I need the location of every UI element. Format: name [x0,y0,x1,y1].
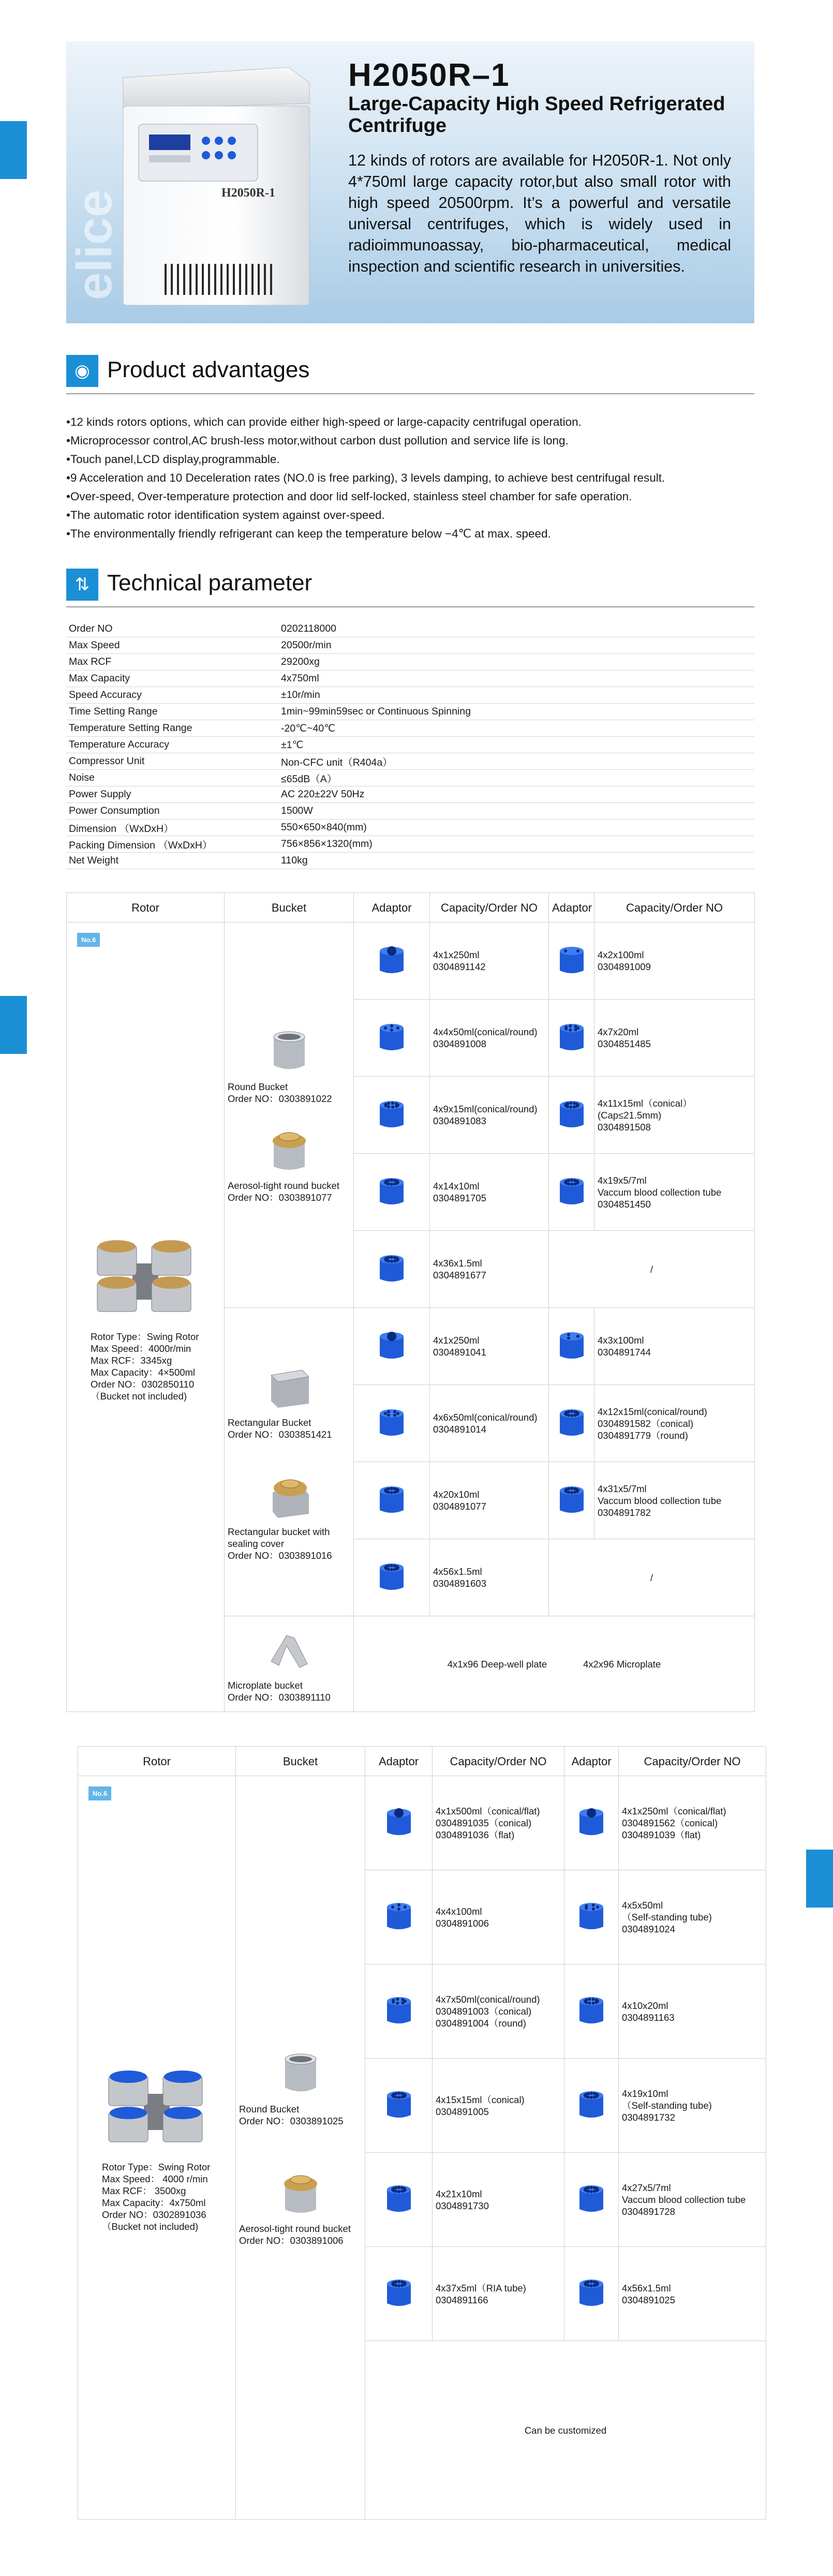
bucket-image [275,2049,326,2098]
rotor-table-2 [78,1746,766,2520]
param-name: Power Supply [66,786,278,803]
param-value: 20500r/min [278,637,754,654]
machine-panel-label: H2050R-1 [221,186,275,200]
adaptor-cell [354,922,430,1000]
param-name: Temperature Setting Range [66,720,278,737]
capacity-cell: 4x3x100ml 0304891744 [594,1308,755,1385]
side-tab-left-1 [0,121,27,179]
adaptor-cell [564,1964,619,2059]
adaptor-icon [374,1173,410,1209]
adaptor-icon [573,2180,609,2216]
param-row [66,786,754,803]
adaptor-cell [365,2059,433,2153]
technical-table [66,621,754,869]
capacity-cell: 4x1x250ml 0304891041 [430,1308,549,1385]
capacity-cell: 4x4x50ml(conical/round) 0304891008 [430,1000,549,1077]
table-row [78,1776,766,1870]
microplate-option: 4x1x96 Deep-well plate [447,1658,547,1670]
adaptor-cell [354,1385,430,1462]
capacity-cell: 4x7x50ml(conical/round) 0304891003（conical) 0304891004（round) [433,1964,564,2059]
adaptor-icon [381,1804,417,1840]
adaptor-cell [354,1077,430,1154]
advantage-item: •Microprocessor control,AC brush-less motor,without carbon dust pollution and service life is long. [66,434,569,447]
customize-note: Can be customized [365,2341,766,2520]
adaptor-cell [365,1964,433,2059]
side-tab-left-2 [0,996,27,1054]
adaptor-icon [554,1327,590,1363]
adaptor-cell [564,2247,619,2341]
adaptor-cell [354,1154,430,1231]
capacity-cell: 4x56x1.5ml 0304891025 [619,2247,766,2341]
adaptor-icon [381,2180,417,2216]
param-row [66,753,754,770]
bucket-label: Aerosol-tight round bucket Order NO：0303891006 [239,2223,351,2246]
advantage-item: •The automatic rotor identification system against over-speed. [66,509,385,522]
advantages-divider [66,393,754,394]
adaptor-icon [381,2274,417,2311]
bucket-image [263,1026,315,1076]
adaptor-cell [354,1462,430,1539]
advantages-title: Product advantages [107,357,310,382]
param-value: AC 220±22V 50Hz [278,786,754,803]
product-subtitle: Large-Capacity High Speed Refrigerated Centrifuge [348,93,725,137]
param-value: 4x750ml [278,671,754,687]
param-row [66,720,754,737]
adaptor-icon [554,1481,590,1517]
advantage-item: •Touch panel,LCD display,programmable. [66,453,280,466]
adaptor-cell [365,2153,433,2247]
bucket-label: Microplate bucket Order NO：0303891110 [228,1679,331,1703]
param-value: Non-CFC unit（R404a） [278,753,754,770]
param-value: -20℃~40℃ [278,720,754,737]
table-row [67,922,755,1000]
param-value: 1min~99min59sec or Continuous Spinning [278,704,754,720]
param-row [66,621,754,637]
rotor-info: Rotor Type：Swing Rotor Max Speed： 4000 r/min Max RCF： 3500xg Max Capacity：4x750ml Order NO：0302891036 （Bucket not included) [102,2162,211,2232]
header-rotor: Rotor [67,893,225,922]
param-name: Net Weight [66,853,278,869]
adaptor-icon [381,1898,417,1934]
adaptor-icon [374,942,410,978]
rotor-table-1 [66,892,755,1712]
param-row [66,637,754,654]
param-name: Dimension （WxDxH） [66,820,278,836]
adaptor-icon [381,1992,417,2028]
bucket-label: Aerosol-tight round bucket Order NO：0303891077 [228,1180,339,1203]
param-value: ±1℃ [278,737,754,753]
header-bucket: Bucket [236,1747,365,1776]
param-value: 29200xg [278,654,754,671]
capacity-cell: 4x7x20ml 0304851485 [594,1000,755,1077]
microplate-option: 4x2x96 Microplate [583,1658,661,1670]
capacity-cell: 4x27x5/7ml Vaccum blood collection tube 0304891728 [619,2153,766,2247]
capacity-cell: 4x37x5ml（RIA tube) 0304891166 [433,2247,564,2341]
param-name: Speed Accuracy [66,687,278,704]
param-name: Time Setting Range [66,704,278,720]
product-model-title: H2050R–1 [348,57,510,93]
bucket-cell [225,922,354,1308]
adaptor-icon [374,1096,410,1132]
param-name: Order NO [66,621,278,637]
adaptor-cell [549,1077,594,1154]
adaptor-cell [549,1154,594,1231]
param-row [66,737,754,753]
capacity-cell: 4x21x10ml 0304891730 [433,2153,564,2247]
header-adaptor: Adaptor [549,893,594,922]
capacity-cell: 4x36x1.5ml 0304891677 [430,1231,549,1308]
header-adaptor: Adaptor [564,1747,619,1776]
advantages-icon: ◉ [66,355,98,387]
param-value: 0202118000 [278,621,754,637]
param-row [66,803,754,820]
hero-banner [66,41,754,323]
advantage-item: •Over-speed, Over-temperature protection and door lid self-locked, stainless steel chamber for safe operation. [66,490,632,503]
header-capacity: Capacity/Order NO [594,893,755,922]
adaptor-icon [374,1481,410,1517]
rotor-cell [78,1776,236,2520]
capacity-cell: 4x10x20ml 0304891163 [619,1964,766,2059]
capacity-cell: 4x20x10ml 0304891077 [430,1462,549,1539]
bucket-cell [225,1616,354,1712]
param-value: 550×650×840(mm) [278,820,754,836]
capacity-cell: 4x5x50ml （Self-standing tube) 0304891024 [619,1870,766,1964]
adaptor-cell [549,922,594,1000]
adaptor-icon [573,2274,609,2311]
capacity-cell: 4x11x15ml（conical） (Cap≤21.5mm) 0304891508 [594,1077,755,1154]
adaptor-cell [564,1870,619,1964]
adaptor-icon [573,1992,609,2028]
header-capacity: Capacity/Order NO [430,893,549,922]
param-name: Max RCF [66,654,278,671]
capacity-cell: 4x14x10ml 0304891705 [430,1154,549,1231]
param-name: Temperature Accuracy [66,737,278,753]
technical-title: Technical parameter [107,570,313,595]
capacity-cell: 4x19x10ml （Self-standing tube) 0304891732 [619,2059,766,2153]
adaptor-icon [374,1558,410,1595]
adaptor-cell [564,1776,619,1870]
technical-icon: ⇅ [66,569,98,601]
bucket-label: Rectangular bucket with sealing cover Order NO：0303891016 [228,1526,332,1561]
adaptor-cell [549,1462,594,1539]
adaptor-cell [564,2153,619,2247]
bucket-label: Rectangular Bucket Order NO：0303851421 [228,1417,332,1440]
adaptor-icon [573,1804,609,1840]
header-capacity: Capacity/Order NO [619,1747,766,1776]
adaptor-icon [554,1173,590,1209]
header-rotor: Rotor [78,1747,236,1776]
param-name: Compressor Unit [66,753,278,770]
param-name: Packing Dimension （WxDxH） [66,836,278,853]
param-row [66,654,754,671]
capacity-cell: 4x6x50ml(conical/round) 0304891014 [430,1385,549,1462]
adaptor-icon [374,1327,410,1363]
rotor-image [88,1232,202,1326]
param-value: ≤65dB（A） [278,770,754,786]
param-value: 1500W [278,803,754,820]
bucket-image [275,2168,326,2217]
param-row [66,820,754,836]
bucket-image [263,1362,315,1411]
rotor-cell [67,922,225,1712]
adaptor-icon [374,1404,410,1440]
adaptor-icon [381,2086,417,2122]
adaptor-cell [549,1308,594,1385]
bucket-cell [236,1776,365,2520]
capacity-cell: 4x4x100ml 0304891006 [433,1870,564,1964]
centrifuge-image [102,47,320,316]
adaptor-icon [554,942,590,978]
adaptor-icon [554,1019,590,1055]
empty-cell: / [549,1231,755,1308]
header-adaptor: Adaptor [354,893,430,922]
param-value: 110kg [278,853,754,869]
adaptor-icon [554,1404,590,1440]
bucket-image [263,1125,315,1174]
header-bucket: Bucket [225,893,354,922]
advantage-item: •12 kinds rotors options, which can provide either high-speed or large-capacity centrifugal operation. [66,415,582,428]
adaptor-cell [354,1308,430,1385]
capacity-cell: 4x1x250ml（conical/flat) 0304891562（conical) 0304891039（flat) [619,1776,766,1870]
capacity-cell: 4x12x15ml(conical/round) 0304891582（conical) 0304891779（round) [594,1385,755,1462]
param-name: Max Speed [66,637,278,654]
header-adaptor: Adaptor [365,1747,433,1776]
capacity-cell: 4x56x1.5ml 0304891603 [430,1539,549,1616]
advantage-item: •The environmentally friendly refrigerant can keep the temperature below −4℃ at max. speed. [66,527,551,540]
advantages-list [66,413,739,543]
microplate-options [354,1616,755,1712]
bucket-image [263,1625,315,1674]
bucket-image [263,1471,315,1521]
bucket-cell [225,1308,354,1616]
param-row [66,836,754,853]
adaptor-icon [573,2086,609,2122]
product-description: 12 kinds of rotors are available for H2050R-1. Not only 4*750ml large capacity rotor,but also small rotor with high speed 20500rpm. It’s a powerful and versatile universal centrifuges, which is widely used in radioimmunoassay, bio-pharmaceutical, medical inspection and scientific research in universities. [348,152,731,275]
hero-watermark: elice [67,189,122,300]
adaptor-cell [354,1539,430,1616]
adaptor-icon [554,1096,590,1132]
bucket-label: Round Bucket Order NO：0303891022 [228,1081,332,1104]
capacity-cell: 4x19x5/7ml Vaccum blood collection tube 0304851450 [594,1154,755,1231]
rotor-badge: No.6 [77,933,100,947]
header-capacity: Capacity/Order NO [433,1747,564,1776]
capacity-cell: 4x1x500ml（conical/flat) 0304891035（conical) 0304891036（flat) [433,1776,564,1870]
capacity-cell: 4x9x15ml(conical/round) 0304891083 [430,1077,549,1154]
rotor-info: Rotor Type：Swing Rotor Max Speed：4000r/min Max RCF：3345xg Max Capacity：4×500ml Order NO：0302850110 （Bucket not included) [91,1331,199,1402]
rotor-badge: No.6 [88,1786,111,1800]
param-row [66,770,754,786]
param-row [66,687,754,704]
param-value: 756×856×1320(mm) [278,836,754,853]
adaptor-cell [354,1000,430,1077]
adaptor-cell [365,2247,433,2341]
side-tab-right [806,1850,833,1908]
adaptor-cell [354,1231,430,1308]
bucket-label: Round Bucket Order NO：0303891025 [239,2104,344,2126]
param-row [66,671,754,687]
capacity-cell: 4x1x250ml 0304891142 [430,922,549,1000]
capacity-cell: 4x2x100ml 0304891009 [594,922,755,1000]
adaptor-cell [564,2059,619,2153]
param-name: Power Consumption [66,803,278,820]
adaptor-cell [549,1000,594,1077]
adaptor-icon [573,1898,609,1934]
param-name: Noise [66,770,278,786]
technical-divider [66,606,754,607]
param-row [66,704,754,720]
adaptor-cell [549,1385,594,1462]
adaptor-cell [365,1776,433,1870]
adaptor-cell [365,1870,433,1964]
param-name: Max Capacity [66,671,278,687]
capacity-cell: 4x15x15ml（conical) 0304891005 [433,2059,564,2153]
advantage-item: •9 Acceleration and 10 Deceleration rates (NO.0 is free parking), 3 levels damping, to achieve best centrifugal result. [66,471,665,484]
param-value: ±10r/min [278,687,754,704]
adaptor-icon [374,1019,410,1055]
capacity-cell: 4x31x5/7ml Vaccum blood collection tube 0304891782 [594,1462,755,1539]
rotor-image [100,2063,214,2156]
param-row [66,853,754,869]
empty-cell: / [549,1539,755,1616]
adaptor-icon [374,1250,410,1286]
